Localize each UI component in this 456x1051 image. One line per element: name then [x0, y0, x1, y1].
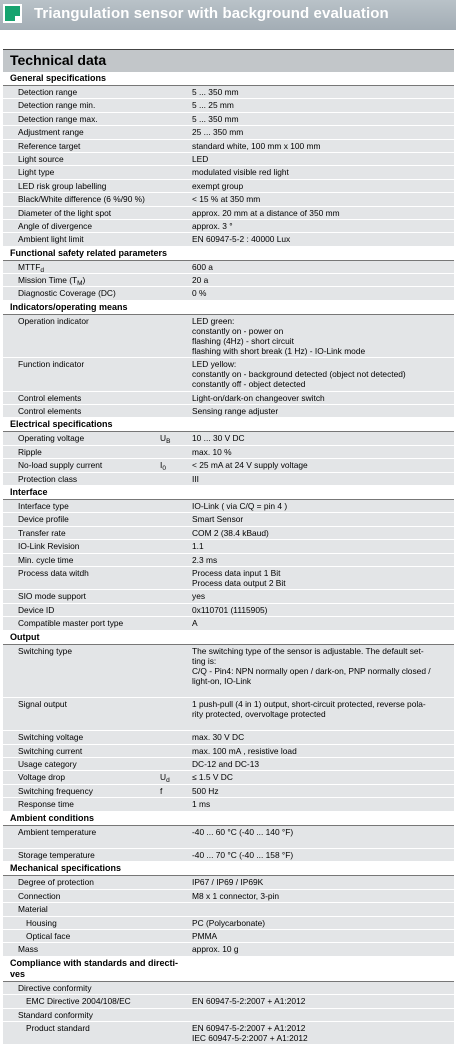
- spec-value: 10 ... 30 V DC: [192, 433, 245, 444]
- spec-row: [3, 745, 454, 758]
- spec-label: Device profile: [18, 514, 69, 525]
- spec-value: max. 30 V DC: [192, 732, 245, 743]
- spec-row: [3, 432, 454, 445]
- section-heading: [3, 812, 454, 826]
- spec-value: PMMA: [192, 930, 218, 941]
- spec-row: [3, 731, 454, 744]
- section-heading-label: Interface: [10, 486, 48, 497]
- spec-label: Usage category: [18, 759, 77, 770]
- spec-row: [3, 903, 454, 916]
- spec-label: Operation indicator: [18, 315, 89, 326]
- spec-label: Device ID: [18, 604, 55, 615]
- spec-value: III: [192, 473, 199, 484]
- spec-label: IO-Link Revision: [18, 541, 80, 552]
- section-heading-label: Functional safety related parameters: [10, 247, 168, 258]
- spec-symbol: f: [160, 785, 163, 796]
- spec-symbol: $U_d$: [160, 772, 170, 785]
- section-heading-label: Output: [10, 631, 40, 642]
- spec-row: [3, 617, 454, 630]
- spec-label: Mission Time $(T_M)$: [18, 275, 86, 288]
- spec-label: Interface type: [18, 500, 69, 511]
- spec-row: [3, 785, 454, 798]
- spec-value: 5 ... 350 mm: [192, 113, 239, 124]
- spec-row: [3, 358, 454, 391]
- spec-row: [3, 876, 454, 889]
- spec-value: approx. 20 mm at a distance of 350 mm: [192, 207, 340, 218]
- spec-label: Switching frequency: [18, 785, 93, 796]
- spec-value: The switching type of the sensor is adjustable. The default set- ting is: C/Q - Pin4: NPN normally open / dark-on, PNP normally closed / light-on, IO-Link: [192, 645, 431, 686]
- spec-value: standard white, 100 mm x 100 mm: [192, 140, 321, 151]
- spec-value: Smart Sensor: [192, 514, 244, 525]
- section-heading-label: Mechanical specifications: [10, 863, 122, 874]
- section-heading: [3, 418, 454, 432]
- spec-row: [3, 567, 454, 590]
- spec-row: [3, 890, 454, 903]
- spec-row: [3, 405, 454, 418]
- spec-value: approx. 10 g: [192, 944, 239, 955]
- spec-row: [3, 1022, 454, 1045]
- section-heading: [3, 247, 454, 261]
- spec-label: Light type: [18, 167, 55, 178]
- spec-label: Material: [18, 904, 48, 915]
- spec-value: 0 %: [192, 288, 207, 299]
- spec-row: [3, 930, 454, 943]
- spec-row: [3, 698, 454, 731]
- spec-value: modulated visible red light: [192, 167, 289, 178]
- technical-data-title: Technical data: [10, 52, 107, 68]
- brand-square-icon: [3, 4, 22, 23]
- spec-row: [3, 274, 454, 287]
- spec-value: -40 ... 70 °C (-40 ... 158 °F): [192, 850, 294, 861]
- spec-label: Light source: [18, 153, 64, 164]
- spec-row: [3, 849, 454, 862]
- spec-label: Detection range: [18, 87, 78, 97]
- spec-label: Response time: [18, 799, 74, 810]
- spec-value: LED: [192, 153, 209, 164]
- spec-label: Degree of protection: [18, 877, 94, 888]
- spec-row: [3, 513, 454, 526]
- section-heading-label: General specifications: [10, 73, 107, 83]
- spec-label: Diameter of the light spot: [18, 207, 112, 218]
- spec-label: Operating voltage: [18, 433, 85, 444]
- spec-row: [3, 554, 454, 567]
- spec-label: Control elements: [18, 406, 82, 417]
- spec-value: max. 100 mA , resistive load: [192, 745, 297, 756]
- spec-label: Transfer rate: [18, 527, 66, 538]
- spec-row: [3, 220, 454, 233]
- spec-label: Compatible master port type: [18, 618, 124, 629]
- spec-row: [3, 207, 454, 220]
- spec-label: Process data witdh: [18, 567, 89, 578]
- spec-row: [3, 180, 454, 193]
- spec-row: [3, 99, 454, 112]
- spec-value: EN 60947-5-2:2007 + A1:2012: [192, 996, 306, 1007]
- spec-value: 500 Hz: [192, 785, 219, 796]
- spec-row: [3, 540, 454, 553]
- spec-row: [3, 446, 454, 459]
- spec-row: [3, 758, 454, 771]
- spec-value: 2.3 ms: [192, 554, 218, 565]
- spec-value: IP67 / IP69 / IP69K: [192, 877, 264, 888]
- section-heading-label: Electrical specifications: [10, 419, 113, 430]
- spec-label: Storage temperature: [18, 850, 95, 861]
- spec-label: Mass: [18, 944, 39, 955]
- spec-row: [3, 995, 454, 1008]
- section-heading: [3, 486, 454, 500]
- spec-value: -40 ... 60 °C (-40 ... 140 °F): [192, 826, 294, 837]
- spec-table: [3, 72, 454, 1045]
- spec-row: [3, 527, 454, 540]
- spec-value: approx. 3 °: [192, 220, 233, 231]
- spec-label: Detection range max.: [18, 113, 98, 124]
- spec-label: Connection: [18, 890, 61, 901]
- spec-row: [3, 604, 454, 617]
- spec-value: 1.1: [192, 541, 204, 552]
- spec-symbol: $I_0$: [160, 460, 166, 473]
- spec-value: 0x110701 (1115905): [192, 604, 268, 615]
- spec-value: 25 ... 350 mm: [192, 127, 244, 138]
- spec-label: Detection range min.: [18, 100, 96, 111]
- spec-label: Switching current: [18, 745, 83, 756]
- spec-label: Function indicator: [18, 359, 85, 370]
- spec-row: [3, 590, 454, 603]
- spec-value: Light-on/dark-on changeover switch: [192, 392, 325, 403]
- spec-label: Ripple: [18, 446, 42, 457]
- spec-symbol: $U_B$: [160, 433, 171, 446]
- spec-row: [3, 982, 454, 995]
- spec-label: Directive conformity: [18, 982, 92, 993]
- spec-value: 1 ms: [192, 799, 211, 810]
- spec-label: Adjustment range: [18, 127, 84, 138]
- page-title: Triangulation sensor with background evaluation: [34, 5, 389, 22]
- spec-label: Switching type: [18, 645, 72, 656]
- spec-label: Diagnostic Coverage (DC): [18, 288, 116, 299]
- spec-value: ≤ 1.5 V DC: [192, 772, 233, 783]
- spec-label: No-load supply current: [18, 460, 103, 471]
- spec-row: [3, 86, 454, 99]
- spec-row: [3, 392, 454, 405]
- spec-label: EMC Directive 2004/108/EC: [26, 996, 131, 1007]
- spec-value: M8 x 1 connector, 3-pin: [192, 890, 280, 901]
- spec-label: Switching voltage: [18, 732, 84, 743]
- spec-label: Product standard: [26, 1022, 90, 1033]
- spec-label: $MTTF_d$: [18, 261, 44, 274]
- section-heading: [3, 957, 454, 982]
- spec-value: yes: [192, 591, 206, 602]
- spec-value: max. 10 %: [192, 446, 232, 457]
- spec-row: [3, 140, 454, 153]
- spec-label: Reference target: [18, 140, 81, 151]
- spec-row: [3, 261, 454, 274]
- spec-value: EN 60947-5-2 : 40000 Lux: [192, 234, 291, 245]
- spec-row: [3, 500, 454, 513]
- spec-row: [3, 917, 454, 930]
- spec-row: [3, 1009, 454, 1022]
- spec-value: COM 2 (38.4 kBaud): [192, 527, 269, 538]
- spec-label: Optical face: [26, 930, 71, 941]
- spec-value: A: [192, 618, 198, 629]
- spec-label: Housing: [26, 917, 57, 928]
- section-heading-label: Compliance with standards and directi- ves: [10, 957, 179, 979]
- spec-value: EN 60947-5-2:2007 + A1:2012 IEC 60947-5-2:2007 + A1:2012: [192, 1022, 308, 1043]
- spec-value: Sensing range adjuster: [192, 406, 279, 417]
- spec-value: 5 ... 25 mm: [192, 100, 234, 111]
- spec-value: LED yellow: constantly on - background detected (object not detected) constantly off - object detected: [192, 359, 406, 390]
- spec-value: < 15 % at 350 mm: [192, 194, 261, 205]
- spec-label: Ambient temperature: [18, 826, 97, 837]
- spec-row: [3, 287, 454, 300]
- spec-value: < 25 mA at 24 V supply voltage: [192, 460, 308, 471]
- spec-label: Standard conformity: [18, 1009, 93, 1020]
- technical-data-heading: [3, 49, 454, 72]
- spec-value: DC-12 and DC-13: [192, 759, 260, 770]
- spec-value: 600 a: [192, 261, 213, 272]
- title-bar: [0, 0, 456, 30]
- spec-row: [3, 798, 454, 811]
- spec-label: LED risk group labelling: [18, 180, 107, 191]
- spec-row: [3, 166, 454, 179]
- spec-row: [3, 113, 454, 126]
- section-heading: [3, 862, 454, 876]
- spec-value: IO-Link ( via C/Q = pin 4 ): [192, 500, 288, 511]
- spec-value: 20 a: [192, 275, 209, 286]
- section-heading: [3, 72, 454, 86]
- spec-value: LED green: constantly on - power on flashing (4Hz) - short circuit flashing with short break (1 Hz) - IO-Link mode: [192, 315, 366, 356]
- spec-value: 1 push-pull (4 in 1) output, short-circuit protected, reverse pola- rity protected, overvoltage protected: [192, 698, 426, 719]
- spec-label: Ambient light limit: [18, 234, 84, 245]
- spec-row: [3, 153, 454, 166]
- spec-row: [3, 943, 454, 956]
- spec-label: Angle of divergence: [18, 220, 93, 231]
- section-heading-label: Ambient conditions: [10, 812, 94, 823]
- spec-value: Process data input 1 Bit Process data output 2 Bit: [192, 567, 286, 588]
- spec-row: [3, 126, 454, 139]
- section-heading: [3, 301, 454, 315]
- spec-row: [3, 771, 454, 784]
- spec-row: [3, 193, 454, 206]
- spec-row: [3, 645, 454, 698]
- spec-value: exempt group: [192, 180, 244, 191]
- spec-label: Black/White difference (6 %/90 %): [18, 194, 145, 205]
- spec-label: Signal output: [18, 698, 67, 709]
- spec-value: PC (Polycarbonate): [192, 917, 266, 928]
- spec-label: Min. cycle time: [18, 554, 74, 565]
- spec-label: Voltage drop: [18, 772, 66, 783]
- spec-row: [3, 315, 454, 358]
- spec-label: Protection class: [18, 473, 78, 484]
- spec-row: [3, 233, 454, 246]
- section-heading: [3, 631, 454, 645]
- spec-label: Control elements: [18, 392, 82, 403]
- spec-row: [3, 826, 454, 849]
- section-heading-label: Indicators/operating means: [10, 301, 128, 312]
- spec-row: [3, 473, 454, 486]
- spec-value: 5 ... 350 mm: [192, 87, 239, 97]
- spec-row: [3, 459, 454, 472]
- spec-label: SIO mode support: [18, 591, 86, 602]
